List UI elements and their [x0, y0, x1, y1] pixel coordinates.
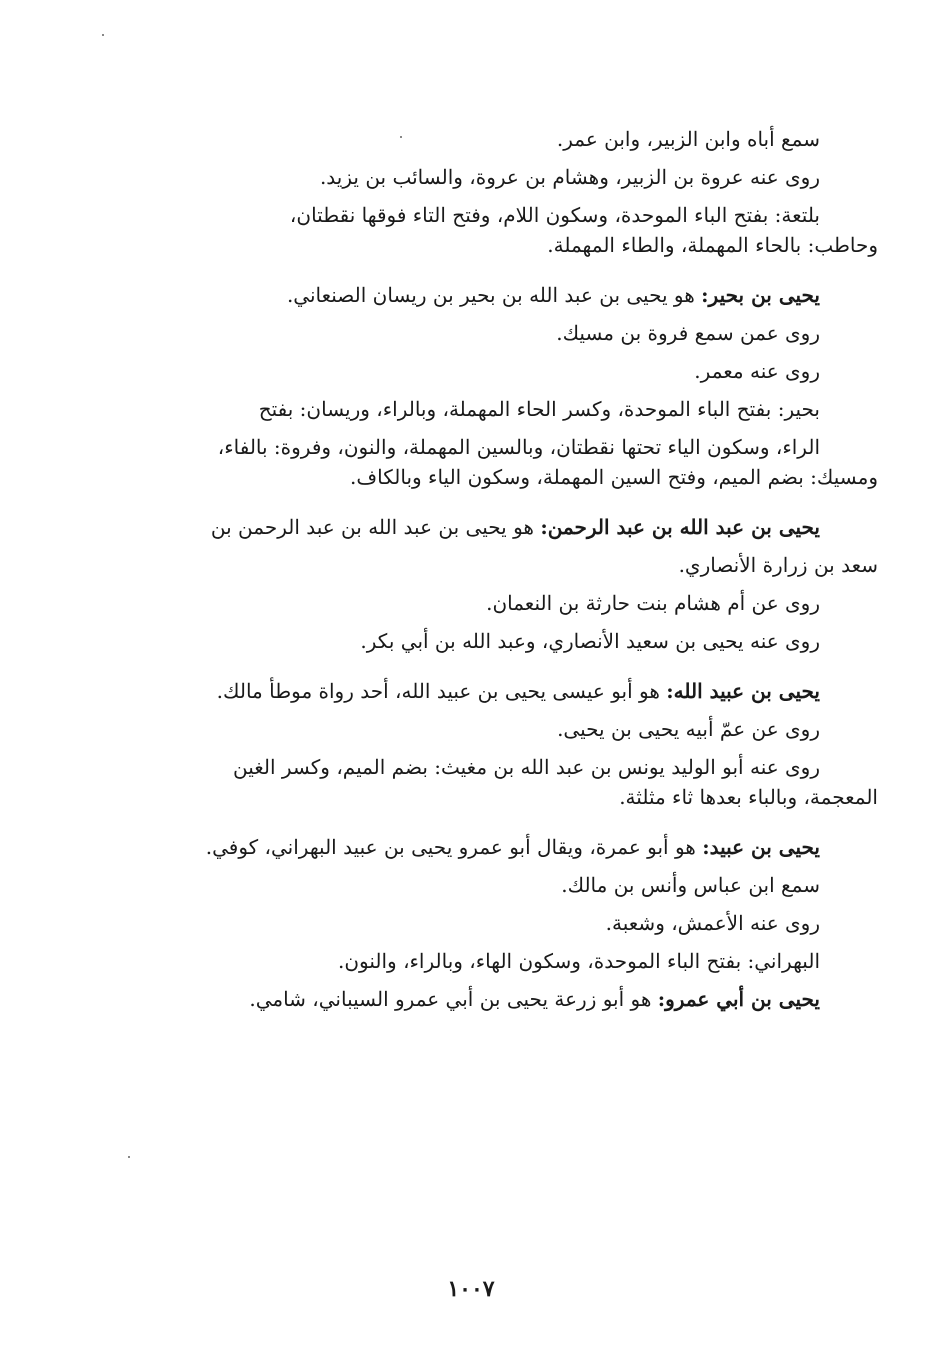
entry-title: يحيى بن عبيد الله: [666, 679, 820, 703]
entry-heading-line [130, 512, 820, 542]
entry-text: هو يحيى بن عبد الله بن بحير بن ريسان الصنعاني. [286, 283, 702, 307]
text-line: سعد بن زرارة الأنصاري. [678, 553, 878, 577]
page-text [130, 124, 878, 1014]
entry-title: يحيى بن عبد الله بن عبد الرحمن: [540, 515, 820, 539]
entry-text: هو أبو عمرة، ويقال أبو عمرو يحيى بن عبيد البهراني، كوفي. [205, 835, 703, 859]
text-line: روى عنه يحيى بن سعيد الأنصاري، وعبد الله بن أبي بكر. [360, 629, 820, 653]
entry-heading-line [130, 280, 820, 310]
entry-title: يحيى بن بحير: [701, 283, 820, 307]
scan-speck [128, 1156, 130, 1158]
text-line: روى عن أم هشام بنت حارثة بن النعمان. [486, 591, 820, 615]
entry-title: يحيى بن عبيد: [702, 835, 820, 859]
text-line: بحير: بفتح الباء الموحدة، وكسر الحاء المهملة، وبالراء، وريسان: بفتح [258, 397, 820, 421]
scan-speck [102, 34, 104, 36]
text-line: روى عنه معمر. [694, 359, 820, 383]
entry-heading-line [130, 676, 820, 706]
text-line: روى عنه الأعمش، وشعبة. [605, 911, 820, 935]
text-line: سمع أباه وابن الزبير، وابن عمر. [556, 127, 820, 151]
text-line: روى عمن سمع فروة بن مسيك. [556, 321, 820, 345]
text-line: المعجمة، وبالباء بعدها ثاء مثلثة. [619, 785, 878, 809]
text-line: الراء، وسكون الياء تحتها نقطتان، وبالسين المهملة، والنون، وفروة: بالفاء، [217, 435, 820, 459]
entry-text: هو يحيى بن عبد الله بن عبد الرحمن بن [210, 515, 541, 539]
text-line: روى عن عمّ أبيه يحيى بن يحيى. [557, 717, 820, 741]
entry-heading-line [130, 832, 820, 862]
page-number: ١٠٠٧ [447, 1276, 495, 1302]
entry-text: هو أبو عيسى يحيى بن عبيد الله، أحد رواة موطأ مالك. [216, 679, 667, 703]
text-line: روى عنه عروة بن الزبير، وهشام بن عروة، والسائب بن يزيد. [319, 165, 820, 189]
text-line: روى عنه أبو الوليد يونس بن عبد الله بن مغيث: بضم الميم، وكسر الغين [232, 755, 820, 779]
entry-text: هو أبو زرعة يحيى بن أبي عمرو السيباني، شامي. [249, 987, 658, 1011]
text-line: سمع ابن عباس وأنس بن مالك. [561, 873, 820, 897]
text-line: بلتعة: بفتح الباء الموحدة، وسكون اللام، وفتح التاء فوقها نقطتان، [289, 203, 820, 227]
entry-title: يحيى بن أبي عمرو: [657, 987, 820, 1011]
text-line: وحاطب: بالحاء المهملة، والطاء المهملة. [547, 233, 878, 257]
text-line: ومسيك: بضم الميم، وفتح السين المهملة، وسكون الياء وبالكاف. [350, 465, 878, 489]
text-line: البهراني: بفتح الباء الموحدة، وسكون الهاء، وبالراء، والنون. [337, 949, 820, 973]
entry-heading-line [130, 984, 820, 1014]
